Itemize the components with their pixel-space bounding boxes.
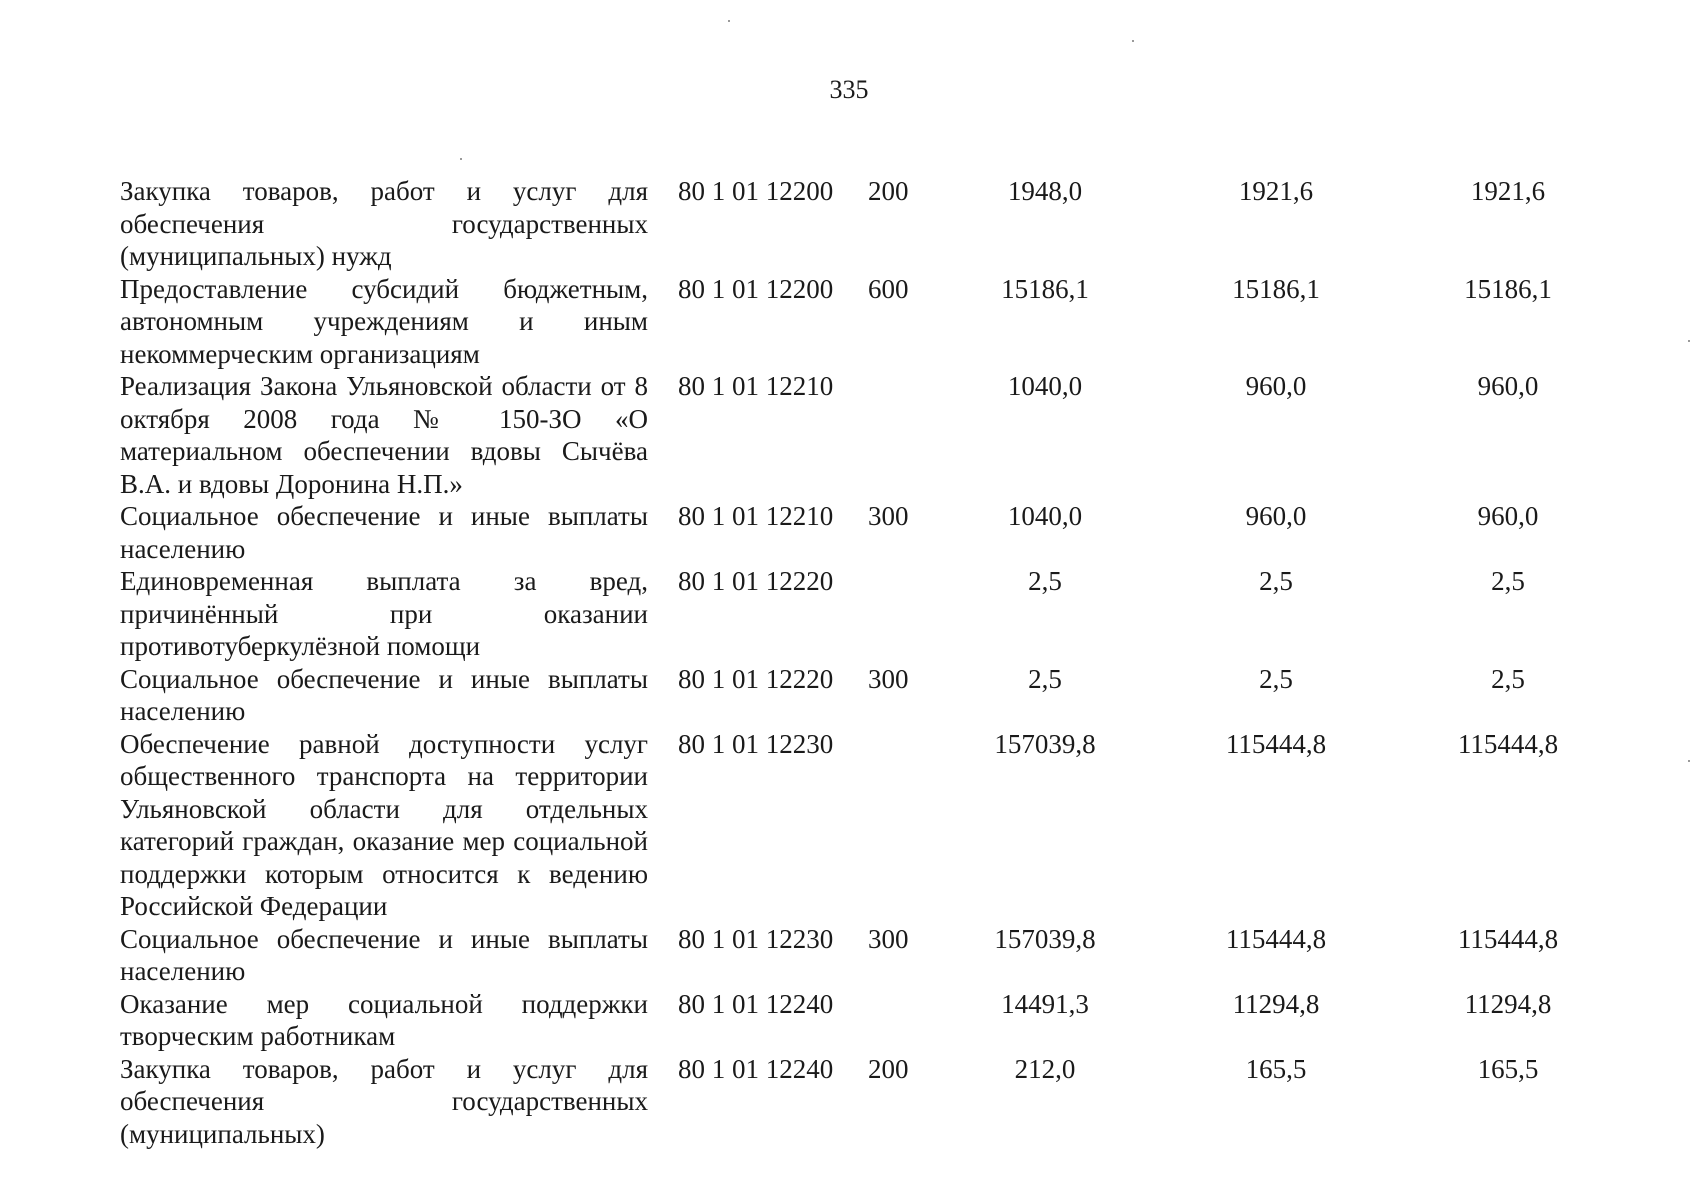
row-name: Оказание мер социальной поддержки творческим работникам	[120, 988, 648, 1051]
row-name: Социальное обеспечение и иные выплаты населению	[120, 663, 648, 726]
row-target-code: 80 1 01 12220	[678, 663, 834, 694]
row-expense-type	[868, 988, 930, 1053]
row-name: Обеспечение равной доступности услуг общественного транспорта на территории Ульяновской области для отдельных категорий граждан, оказание мер социальной поддержки которым относится к ведению Российской Федерации	[120, 728, 648, 921]
row-value-1: 1948,0	[1007, 176, 1083, 206]
row-value-3: 2,5	[1491, 566, 1525, 596]
table-row	[120, 273, 1624, 371]
row-name: Закупка товаров, работ и услуг для обеспечения государственных (муниципальных)	[120, 1053, 648, 1149]
row-value-2: 960,0	[1245, 371, 1307, 401]
row-target-code: 80 1 01 12230	[678, 728, 834, 759]
scan-speck	[460, 158, 462, 160]
row-value-1: 157039,8	[994, 923, 1096, 954]
row-name: Предоставление субсидий бюджетным, автономным учреждениям и иным некоммерческим организациям	[120, 273, 648, 369]
row-value-3: 960,0	[1477, 371, 1539, 401]
scan-speck	[1688, 760, 1690, 762]
page-number: 335	[829, 75, 869, 104]
row-value-1: 14491,3	[1001, 988, 1089, 1019]
row-value-1: 2,5	[1028, 566, 1062, 596]
table-row	[120, 923, 1624, 988]
row-target-code: 80 1 01 12240	[678, 1053, 834, 1084]
table-row	[120, 728, 1624, 923]
table-row	[120, 988, 1624, 1053]
row-name: Закупка товаров, работ и услуг для обеспечения государственных (муниципальных) нужд	[120, 176, 648, 271]
table-row	[120, 175, 1624, 273]
row-target-code: 80 1 01 12220	[678, 566, 834, 596]
row-value-1: 15186,1	[1001, 273, 1089, 304]
row-value-2: 11294,8	[1232, 988, 1320, 1019]
row-value-2: 960,0	[1245, 501, 1307, 531]
row-expense-type: 600	[868, 273, 909, 304]
row-expense-type: 300	[868, 501, 909, 531]
row-target-code: 80 1 01 12210	[678, 371, 834, 401]
row-value-3: 115444,8	[1457, 728, 1559, 759]
table-row	[120, 370, 1624, 500]
table-row	[120, 1053, 1624, 1151]
scan-speck	[1688, 340, 1690, 342]
row-value-2: 15186,1	[1232, 273, 1320, 304]
row-expense-type	[868, 565, 930, 663]
row-value-3: 15186,1	[1464, 273, 1552, 304]
budget-table	[120, 175, 1624, 1150]
row-value-3: 165,5	[1477, 1053, 1539, 1084]
row-expense-type: 200	[868, 176, 909, 206]
table-row	[120, 663, 1624, 728]
row-expense-type: 300	[868, 663, 909, 694]
row-value-2: 2,5	[1259, 663, 1293, 694]
row-name: Социальное обеспечение и иные выплаты населению	[120, 923, 648, 986]
row-target-code: 80 1 01 12200	[678, 176, 834, 206]
row-expense-type	[868, 728, 930, 923]
row-value-3: 11294,8	[1464, 988, 1552, 1019]
row-value-2: 165,5	[1245, 1053, 1307, 1084]
row-value-2: 115444,8	[1225, 728, 1327, 759]
row-name: Социальное обеспечение и иные выплаты населению	[120, 501, 648, 564]
row-value-3: 1921,6	[1470, 176, 1546, 206]
row-value-2: 115444,8	[1225, 923, 1327, 954]
row-name: Реализация Закона Ульяновской области от 8 октября 2008 года № 150-ЗО «О материальном обеспечении вдовы Сычёва В.А. и вдовы Доронина Н.П.»	[120, 371, 648, 499]
row-target-code: 80 1 01 12240	[678, 988, 834, 1019]
row-value-1: 2,5	[1028, 663, 1062, 694]
scan-speck	[728, 20, 730, 22]
row-name: Единовременная выплата за вред, причинённый при оказании противотуберкулёзной помощи	[120, 566, 648, 661]
row-target-code: 80 1 01 12230	[678, 923, 834, 954]
row-value-2: 2,5	[1259, 566, 1293, 596]
row-value-1: 1040,0	[1007, 501, 1083, 531]
row-value-1: 1040,0	[1007, 371, 1083, 401]
row-value-2: 1921,6	[1238, 176, 1314, 206]
table-row	[120, 565, 1624, 663]
row-value-3: 115444,8	[1457, 923, 1559, 954]
row-value-1: 212,0	[1014, 1053, 1076, 1084]
row-expense-type: 200	[868, 1053, 909, 1084]
row-value-1: 157039,8	[994, 728, 1096, 759]
row-expense-type	[868, 370, 930, 500]
table-row	[120, 500, 1624, 565]
row-target-code: 80 1 01 12210	[678, 501, 834, 531]
row-value-3: 2,5	[1491, 663, 1525, 694]
row-value-3: 960,0	[1477, 501, 1539, 531]
row-target-code: 80 1 01 12200	[678, 273, 834, 304]
row-expense-type: 300	[868, 923, 909, 954]
scan-speck	[1132, 40, 1134, 42]
